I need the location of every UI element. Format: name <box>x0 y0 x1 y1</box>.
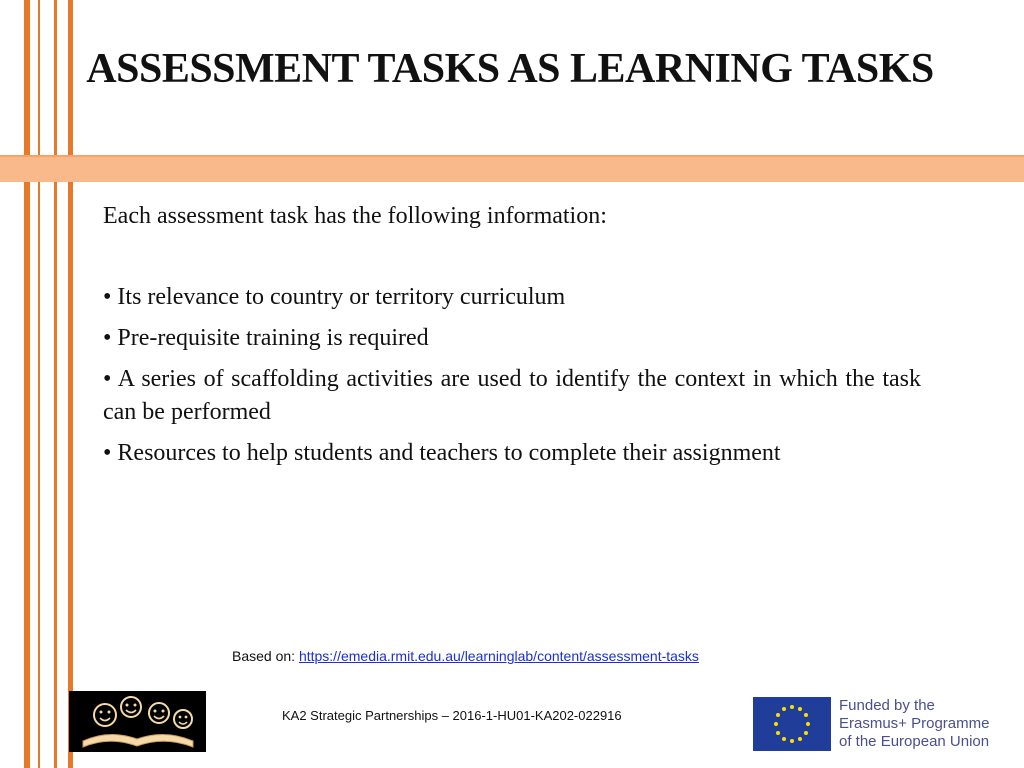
eu-text-line: Erasmus+ Programme <box>839 715 990 732</box>
slide-title: ASSESSMENT TASKS AS LEARNING TASKS <box>86 46 934 92</box>
bullet-item: • Its relevance to country or territory curriculum <box>103 284 566 310</box>
project-logo <box>69 691 206 752</box>
decor-line-4 <box>68 0 73 768</box>
eu-text-line: Funded by the <box>839 697 935 714</box>
decor-line-2 <box>38 0 40 768</box>
eu-text-line: of the European Union <box>839 733 990 750</box>
source-link[interactable]: https://emedia.rmit.edu.au/learninglab/content/assessment-tasks <box>298 648 699 664</box>
source-citation <box>232 648 699 664</box>
bullet-item: • Resources to help students and teachers to complete their assignment <box>103 440 781 466</box>
eu-flag-icon <box>753 697 831 751</box>
decor-line-3 <box>54 0 57 768</box>
eu-funding-text <box>839 697 989 751</box>
title-band <box>0 157 1024 182</box>
project-code: KA2 Strategic Partnerships – 2016-1-HU01-KA202-022916 <box>282 708 622 723</box>
slide-body <box>103 200 921 478</box>
project-logo-icon <box>69 691 206 752</box>
bullet-item: • A series of scaffolding activities are used to identify the context in which the task can be performed <box>103 366 921 425</box>
intro-text: Each assessment task has the following information: <box>103 203 607 229</box>
decor-line-1 <box>24 0 30 768</box>
bullet-item: • Pre-requisite training is required <box>103 325 429 351</box>
source-label: Based on: <box>232 648 299 664</box>
